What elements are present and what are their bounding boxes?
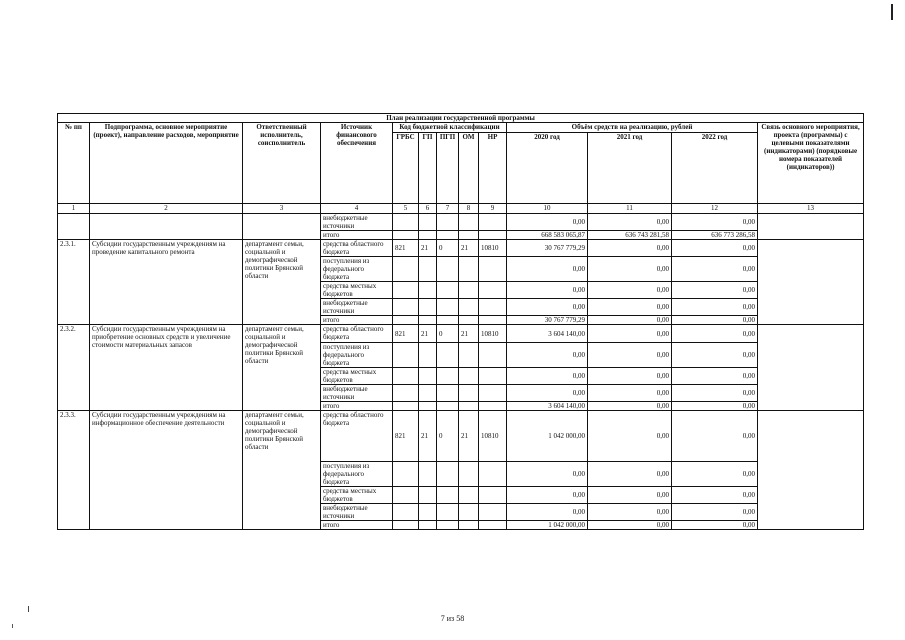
total-2021: 636 743 281,58 — [588, 231, 672, 240]
value-2021: 0,00 — [588, 385, 672, 402]
total-label: итого — [321, 316, 393, 325]
value-2021: 0,00 — [588, 368, 672, 385]
header-source: Источник финансового обеспечения — [321, 123, 393, 204]
source-label: средства местных бюджетов — [321, 368, 393, 385]
source-label: поступления из федерального бюджета — [321, 343, 393, 368]
item-responsible: департамент семьи, социальной и демографической политики Брянской области — [243, 411, 321, 530]
page-number: 7 из 58 — [440, 614, 465, 623]
value-2021: 0,00 — [588, 462, 672, 487]
source-label: средства областного бюджета — [321, 325, 393, 343]
source-label: внебюджетные источники — [321, 299, 393, 316]
total-2021: 0,00 — [588, 316, 672, 325]
header-num: № пп — [58, 123, 90, 204]
header-link: Связь основного мероприятия, проекта (программы) с целевыми показателями (индикаторами) (порядковые номера показателей (индикаторов)) — [758, 123, 864, 204]
value-2020: 0,00 — [507, 487, 588, 504]
table-title: План реализации государственной программы — [58, 114, 864, 123]
source-label: средства областного бюджета — [321, 240, 393, 257]
code-gp: 21 — [419, 411, 437, 462]
total-2020: 30 767 779,29 — [507, 316, 588, 325]
total-2022: 0,00 — [672, 521, 758, 530]
value-2021: 0,00 — [588, 257, 672, 282]
value-2021: 0,00 — [588, 282, 672, 299]
total-2022: 0,00 — [672, 316, 758, 325]
col-number: 4 — [321, 204, 393, 214]
code-om: 21 — [459, 240, 479, 257]
col-number: 3 — [243, 204, 321, 214]
value-2020: 0,00 — [507, 462, 588, 487]
header-pgp: ПГП — [437, 133, 459, 204]
source-label: средства местных бюджетов — [321, 487, 393, 504]
value-2020: 0,00 — [507, 504, 588, 521]
value-2021: 0,00 — [588, 411, 672, 462]
col-number: 6 — [419, 204, 437, 214]
value-2022: 0,00 — [672, 214, 758, 231]
source-label: поступления из федерального бюджета — [321, 257, 393, 282]
value-2022: 0,00 — [672, 325, 758, 343]
source-label: внебюджетные источники — [321, 504, 393, 521]
value-2020: 0,00 — [507, 343, 588, 368]
source-label: средства местных бюджетов — [321, 282, 393, 299]
item-name: Субсидии государственным учреждениям на приобретение основных средств и увеличение стоимости материальных запасов — [90, 325, 243, 411]
value-2020: 1 042 000,00 — [507, 411, 588, 462]
item-number: 2.3.2. — [58, 325, 90, 411]
scan-speck — [28, 606, 29, 612]
value-2022: 0,00 — [672, 385, 758, 402]
col-number: 7 — [437, 204, 459, 214]
col-number: 12 — [672, 204, 758, 214]
value-2021: 0,00 — [588, 504, 672, 521]
table-row — [58, 325, 864, 343]
total-2021: 0,00 — [588, 521, 672, 530]
value-2021: 0,00 — [588, 325, 672, 343]
value-2020: 0,00 — [507, 282, 588, 299]
total-2022: 0,00 — [672, 402, 758, 411]
total-2021: 0,00 — [588, 402, 672, 411]
value-2020: 0,00 — [507, 214, 588, 231]
value-2020: 3 604 140,00 — [507, 325, 588, 343]
code-grbs: 821 — [393, 240, 419, 257]
item-responsible: департамент семьи, социальной и демографической политики Брянской области — [243, 240, 321, 325]
header-budget-code: Код бюджетной классификации — [393, 123, 507, 133]
header-volume: Объём средств на реализацию, рублей — [507, 123, 758, 133]
value-2021: 0,00 — [588, 487, 672, 504]
col-number: 5 — [393, 204, 419, 214]
table-row — [58, 240, 864, 257]
program-plan-table — [57, 113, 864, 530]
col-number: 13 — [758, 204, 864, 214]
value-2022: 0,00 — [672, 299, 758, 316]
header-grbs: ГРБС — [393, 133, 419, 204]
value-2022: 0,00 — [672, 257, 758, 282]
total-label: итого — [321, 521, 393, 530]
value-2020: 0,00 — [507, 299, 588, 316]
value-2020: 30 767 779,29 — [507, 240, 588, 257]
scan-edge-mark — [891, 4, 893, 20]
value-2022: 0,00 — [672, 487, 758, 504]
code-nr: 10810 — [479, 240, 507, 257]
code-nr: 10810 — [479, 325, 507, 343]
scan-speck — [12, 624, 13, 628]
col-number: 11 — [588, 204, 672, 214]
code-pgp: 0 — [437, 411, 459, 462]
header-om: ОМ — [459, 133, 479, 204]
source-label: внебюджетные источники — [321, 385, 393, 402]
header-subprogram: Подпрограмма, основное мероприятие (проект), направление расходов, мероприятие — [90, 123, 243, 204]
col-number: 1 — [58, 204, 90, 214]
source-label: внебюджетные источники — [321, 214, 393, 231]
header-gp: ГП — [419, 133, 437, 204]
value-2021: 0,00 — [588, 299, 672, 316]
item-responsible: департамент семьи, социальной и демографической политики Брянской области — [243, 325, 321, 411]
code-grbs: 821 — [393, 411, 419, 462]
value-2021: 0,00 — [588, 240, 672, 257]
code-grbs: 821 — [393, 325, 419, 343]
total-label: итого — [321, 402, 393, 411]
value-2022: 0,00 — [672, 368, 758, 385]
code-pgp: 0 — [437, 325, 459, 343]
header-responsible: Ответственный исполнитель, соисполнитель — [243, 123, 321, 204]
total-2022: 636 773 286,58 — [672, 231, 758, 240]
value-2022: 0,00 — [672, 343, 758, 368]
code-nr: 10810 — [479, 411, 507, 462]
value-2022: 0,00 — [672, 240, 758, 257]
header-2021: 2021 год — [588, 133, 672, 204]
header-nr: НР — [479, 133, 507, 204]
value-2021: 0,00 — [588, 214, 672, 231]
header-2022: 2022 год — [672, 133, 758, 204]
header-2020: 2020 год — [507, 133, 588, 204]
item-name: Субсидии государственным учреждениям на информационное обеспечение деятельности — [90, 411, 243, 530]
total-label: итого — [321, 231, 393, 240]
code-om: 21 — [459, 325, 479, 343]
source-label: средства областного бюджета — [321, 411, 393, 462]
code-om: 21 — [459, 411, 479, 462]
code-pgp: 0 — [437, 240, 459, 257]
code-gp: 21 — [419, 325, 437, 343]
col-number: 10 — [507, 204, 588, 214]
value-2022: 0,00 — [672, 462, 758, 487]
col-number: 2 — [90, 204, 243, 214]
col-number: 9 — [479, 204, 507, 214]
value-2020: 0,00 — [507, 368, 588, 385]
code-gp: 21 — [419, 240, 437, 257]
item-number: 2.3.1. — [58, 240, 90, 325]
value-2022: 0,00 — [672, 504, 758, 521]
source-label: поступления из федерального бюджета — [321, 462, 393, 487]
total-2020: 3 604 140,00 — [507, 402, 588, 411]
value-2022: 0,00 — [672, 411, 758, 462]
item-name: Субсидии государственным учреждениям на проведение капитального ремонта — [90, 240, 243, 325]
table-row — [58, 214, 864, 231]
table-row — [58, 411, 864, 462]
value-2021: 0,00 — [588, 343, 672, 368]
column-number-row — [58, 204, 864, 214]
col-number: 8 — [459, 204, 479, 214]
total-2020: 668 583 065,87 — [507, 231, 588, 240]
value-2022: 0,00 — [672, 282, 758, 299]
total-2020: 1 042 000,00 — [507, 521, 588, 530]
item-number: 2.3.3. — [58, 411, 90, 530]
value-2020: 0,00 — [507, 257, 588, 282]
value-2020: 0,00 — [507, 385, 588, 402]
